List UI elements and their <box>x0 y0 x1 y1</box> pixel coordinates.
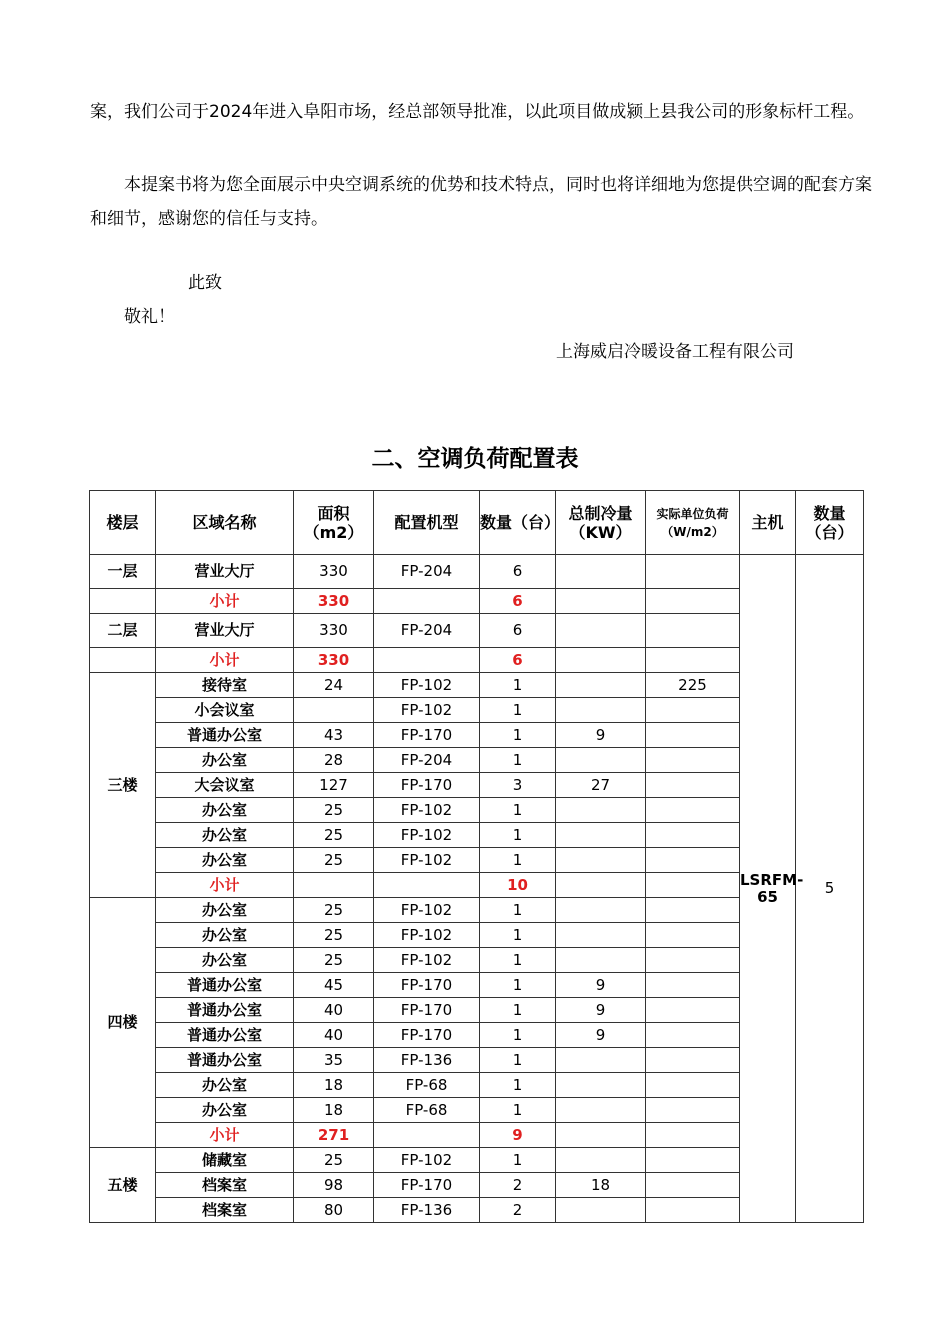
unit-load-cell <box>646 973 740 998</box>
cooling-cell <box>556 614 646 648</box>
area-cell: 45 <box>294 973 374 998</box>
qty-cell: 1 <box>480 1073 556 1098</box>
table-row <box>90 555 864 589</box>
cooling-cell <box>556 1073 646 1098</box>
qty-cell: 1 <box>480 898 556 923</box>
intro-paragraph-1: 案，我们公司于2024年进入阜阳市场，经总部领导批准，以此项目做成颍上县我公司的形象标杆工程。 <box>90 102 865 122</box>
subtotal-model-empty <box>374 648 480 673</box>
area-cell: 35 <box>294 1048 374 1073</box>
area-name-cell: 办公室 <box>156 823 294 848</box>
floor-label: 三楼 <box>90 673 156 898</box>
model-cell: FP-204 <box>374 555 480 589</box>
unit-load-cell <box>646 823 740 848</box>
model-cell: FP-170 <box>374 998 480 1023</box>
area-cell: 330 <box>294 555 374 589</box>
cooling-cell: 9 <box>556 723 646 748</box>
cooling-cell <box>556 848 646 873</box>
subtotal-label: 小计 <box>156 589 294 614</box>
cooling-cell <box>556 1098 646 1123</box>
model-cell: FP-102 <box>374 1148 480 1173</box>
subtotal-area <box>294 873 374 898</box>
subtotal-qty: 6 <box>480 648 556 673</box>
model-cell: FP-68 <box>374 1073 480 1098</box>
qty-cell: 1 <box>480 1148 556 1173</box>
cooling-cell: 9 <box>556 973 646 998</box>
unit-load-cell <box>646 898 740 923</box>
unit-load-cell <box>646 948 740 973</box>
header-area: 面积（m2） <box>294 491 374 555</box>
subtotal-cooling-empty <box>556 1123 646 1148</box>
area-name-cell: 办公室 <box>156 948 294 973</box>
area-name-cell: 小会议室 <box>156 698 294 723</box>
subtotal-cooling-empty <box>556 589 646 614</box>
area-cell: 80 <box>294 1198 374 1223</box>
area-cell: 25 <box>294 898 374 923</box>
floor-label: 一层 <box>90 555 156 589</box>
area-name-cell: 办公室 <box>156 1098 294 1123</box>
unit-load-cell: 225 <box>646 673 740 698</box>
cooling-cell <box>556 898 646 923</box>
area-name-cell: 普通办公室 <box>156 1048 294 1073</box>
cooling-cell <box>556 923 646 948</box>
cooling-cell <box>556 798 646 823</box>
cooling-cell: 18 <box>556 1173 646 1198</box>
area-name-cell: 营业大厅 <box>156 614 294 648</box>
model-cell: FP-136 <box>374 1198 480 1223</box>
subtotal-load-empty <box>646 873 740 898</box>
header-model: 配置机型 <box>374 491 480 555</box>
qty-cell: 1 <box>480 848 556 873</box>
unit-load-cell <box>646 1148 740 1173</box>
area-name-cell: 储藏室 <box>156 1148 294 1173</box>
area-name-cell: 普通办公室 <box>156 1023 294 1048</box>
floor-label: 五楼 <box>90 1148 156 1223</box>
model-cell: FP-102 <box>374 673 480 698</box>
subtotal-qty: 10 <box>480 873 556 898</box>
model-cell: FP-102 <box>374 798 480 823</box>
area-cell: 40 <box>294 1023 374 1048</box>
unit-load-cell <box>646 1073 740 1098</box>
qty-cell: 1 <box>480 973 556 998</box>
model-cell: FP-102 <box>374 848 480 873</box>
cooling-cell <box>556 948 646 973</box>
unit-load-cell <box>646 998 740 1023</box>
cooling-cell <box>556 1198 646 1223</box>
unit-load-cell <box>646 614 740 648</box>
qty-cell: 2 <box>480 1173 556 1198</box>
qty-cell: 6 <box>480 555 556 589</box>
area-name-cell: 普通办公室 <box>156 723 294 748</box>
area-name-cell: 档案室 <box>156 1198 294 1223</box>
subtotal-label: 小计 <box>156 873 294 898</box>
qty-cell: 6 <box>480 614 556 648</box>
salutation-jing-li: 敬礼！ <box>124 307 175 327</box>
area-cell: 43 <box>294 723 374 748</box>
model-cell: FP-102 <box>374 698 480 723</box>
floor-spacer-cell <box>90 589 156 614</box>
cooling-cell: 27 <box>556 773 646 798</box>
area-cell <box>294 698 374 723</box>
model-cell: FP-204 <box>374 614 480 648</box>
model-cell: FP-170 <box>374 973 480 998</box>
qty-cell: 1 <box>480 1023 556 1048</box>
qty-cell: 1 <box>480 723 556 748</box>
area-cell: 330 <box>294 614 374 648</box>
model-cell: FP-204 <box>374 748 480 773</box>
model-cell: FP-102 <box>374 898 480 923</box>
area-cell: 25 <box>294 923 374 948</box>
area-name-cell: 办公室 <box>156 748 294 773</box>
model-cell: FP-170 <box>374 773 480 798</box>
host-qty-cell: 5 <box>796 555 864 1223</box>
subtotal-label: 小计 <box>156 648 294 673</box>
host-model-cell: LSRFM-65 <box>740 555 796 1223</box>
unit-load-cell <box>646 798 740 823</box>
qty-cell: 1 <box>480 998 556 1023</box>
unit-load-cell <box>646 773 740 798</box>
qty-cell: 3 <box>480 773 556 798</box>
header-host: 主机 <box>740 491 796 555</box>
cooling-cell <box>556 748 646 773</box>
qty-cell: 1 <box>480 948 556 973</box>
area-name-cell: 接待室 <box>156 673 294 698</box>
model-cell: FP-102 <box>374 948 480 973</box>
unit-load-cell <box>646 1198 740 1223</box>
subtotal-cooling-empty <box>556 648 646 673</box>
subtotal-model-empty <box>374 873 480 898</box>
area-name-cell: 普通办公室 <box>156 973 294 998</box>
area-name-cell: 办公室 <box>156 1073 294 1098</box>
unit-load-cell <box>646 748 740 773</box>
unit-load-cell <box>646 848 740 873</box>
cooling-cell: 9 <box>556 998 646 1023</box>
cooling-cell <box>556 1048 646 1073</box>
subtotal-load-empty <box>646 648 740 673</box>
area-cell: 25 <box>294 823 374 848</box>
load-config-table <box>89 490 864 1223</box>
area-cell: 18 <box>294 1098 374 1123</box>
area-name-cell: 档案室 <box>156 1173 294 1198</box>
subtotal-area: 330 <box>294 648 374 673</box>
qty-cell: 1 <box>480 698 556 723</box>
subtotal-label: 小计 <box>156 1123 294 1148</box>
subtotal-model-empty <box>374 589 480 614</box>
intro-paragraph-2: 本提案书将为您全面展示中央空调系统的优势和技术特点，同时也将详细地为您提供空调的配套方案和细节，感谢您的信任与支持。 <box>90 175 872 229</box>
model-cell: FP-102 <box>374 923 480 948</box>
subtotal-model-empty <box>374 1123 480 1148</box>
floor-label: 四楼 <box>90 898 156 1148</box>
header-unit-load: 实际单位负荷（W/m2） <box>646 491 740 555</box>
qty-cell: 1 <box>480 1098 556 1123</box>
unit-load-cell <box>646 555 740 589</box>
subtotal-load-empty <box>646 589 740 614</box>
header-total-cooling: 总制冷量（KW） <box>556 491 646 555</box>
subtotal-load-empty <box>646 1123 740 1148</box>
subtotal-qty: 6 <box>480 589 556 614</box>
model-cell: FP-170 <box>374 1173 480 1198</box>
cooling-cell <box>556 1148 646 1173</box>
area-name-cell: 大会议室 <box>156 773 294 798</box>
header-qty: 数量（台） <box>480 491 556 555</box>
section-title: 二、空调负荷配置表 <box>371 446 579 472</box>
table-header-row <box>90 491 864 555</box>
unit-load-cell <box>646 923 740 948</box>
subtotal-qty: 9 <box>480 1123 556 1148</box>
area-name-cell: 办公室 <box>156 848 294 873</box>
model-cell: FP-136 <box>374 1048 480 1073</box>
subtotal-area: 271 <box>294 1123 374 1148</box>
area-cell: 25 <box>294 1148 374 1173</box>
area-cell: 40 <box>294 998 374 1023</box>
area-cell: 25 <box>294 848 374 873</box>
model-cell: FP-170 <box>374 1023 480 1048</box>
subtotal-area: 330 <box>294 589 374 614</box>
cooling-cell <box>556 555 646 589</box>
model-cell: FP-170 <box>374 723 480 748</box>
header-area-name: 区域名称 <box>156 491 294 555</box>
unit-load-cell <box>646 1023 740 1048</box>
floor-spacer-cell <box>90 648 156 673</box>
cooling-cell: 9 <box>556 1023 646 1048</box>
header-host-qty: 数量（台） <box>796 491 864 555</box>
unit-load-cell <box>646 1173 740 1198</box>
subtotal-cooling-empty <box>556 873 646 898</box>
area-name-cell: 办公室 <box>156 898 294 923</box>
unit-load-cell <box>646 723 740 748</box>
qty-cell: 1 <box>480 673 556 698</box>
model-cell: FP-102 <box>374 823 480 848</box>
cooling-cell <box>556 698 646 723</box>
area-name-cell: 营业大厅 <box>156 555 294 589</box>
cooling-cell <box>556 673 646 698</box>
area-name-cell: 普通办公室 <box>156 998 294 1023</box>
area-cell: 24 <box>294 673 374 698</box>
area-cell: 18 <box>294 1073 374 1098</box>
cooling-cell <box>556 823 646 848</box>
company-signature: 上海威启冷暖设备工程有限公司 <box>556 342 794 362</box>
qty-cell: 1 <box>480 923 556 948</box>
unit-load-cell <box>646 698 740 723</box>
qty-cell: 1 <box>480 748 556 773</box>
model-cell: FP-68 <box>374 1098 480 1123</box>
area-cell: 25 <box>294 948 374 973</box>
area-name-cell: 办公室 <box>156 798 294 823</box>
qty-cell: 1 <box>480 1048 556 1073</box>
salutation-ci-zhi: 此致 <box>188 273 222 293</box>
floor-label: 二层 <box>90 614 156 648</box>
unit-load-cell <box>646 1098 740 1123</box>
area-name-cell: 办公室 <box>156 923 294 948</box>
qty-cell: 2 <box>480 1198 556 1223</box>
area-cell: 127 <box>294 773 374 798</box>
qty-cell: 1 <box>480 798 556 823</box>
area-cell: 98 <box>294 1173 374 1198</box>
area-cell: 25 <box>294 798 374 823</box>
header-floor: 楼层 <box>90 491 156 555</box>
qty-cell: 1 <box>480 823 556 848</box>
area-cell: 28 <box>294 748 374 773</box>
unit-load-cell <box>646 1048 740 1073</box>
